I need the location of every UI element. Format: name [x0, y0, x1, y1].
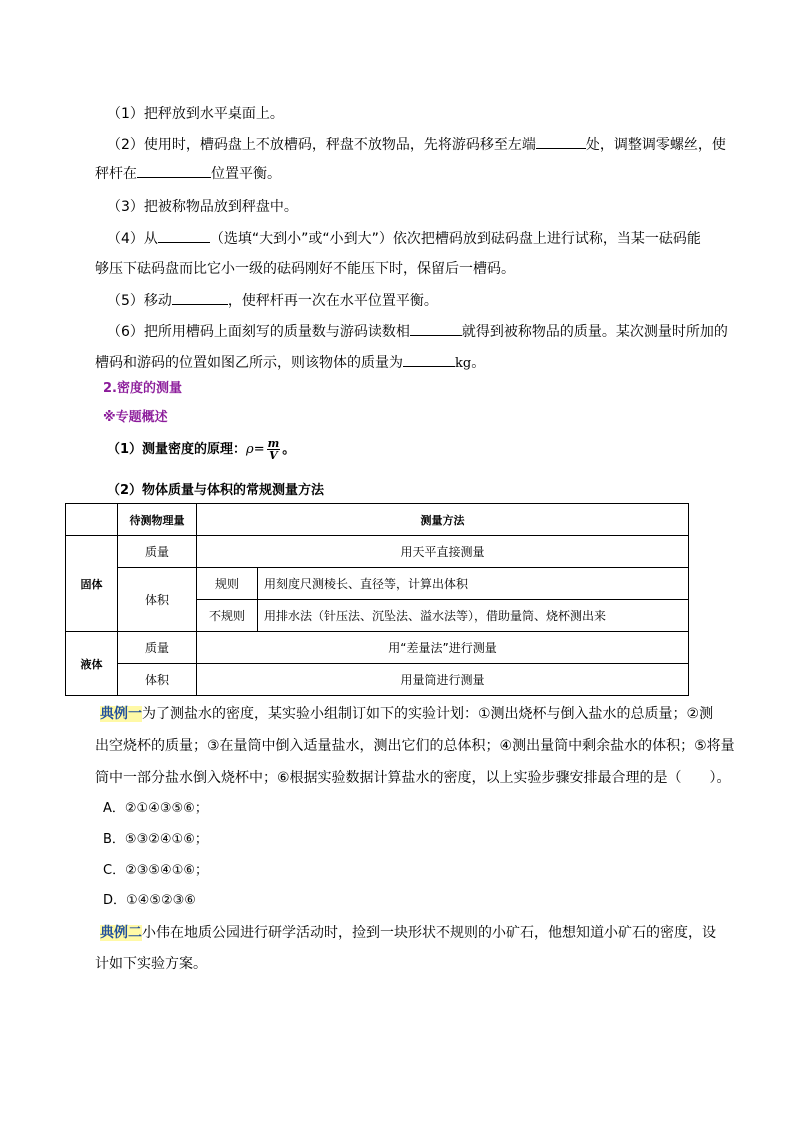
- principle-label: （1）测量密度的原理：: [107, 442, 247, 457]
- choice-a: A．②①④③⑤⑥；: [103, 801, 208, 816]
- step-2-text-c: 秤杆在: [95, 166, 137, 182]
- step-5-text-a: （5）移动: [107, 293, 172, 309]
- step-4-text-a: （4）从: [107, 231, 158, 247]
- table-header-row: [66, 504, 689, 536]
- table-row: [66, 536, 689, 568]
- answer-blank: [158, 229, 210, 243]
- rho-symbol: ρ: [246, 442, 254, 457]
- step-2-text-a: （2）使用时，槽码盘上不放槽码，秤盘不放物品，先将游码移至左端: [107, 137, 536, 153]
- table-cell-method: 用量筒进行测量: [197, 664, 689, 696]
- example-1-line-2: 出空烧杯的质量；③在量筒中倒入适量盐水，测出它们的总体积；④测出量筒中剩余盐水的体积；⑤将量: [95, 738, 735, 754]
- table-cell-volume: 体积: [118, 664, 197, 696]
- example-1-line-1: [100, 703, 713, 723]
- step-2-cont: [95, 163, 281, 183]
- table-cell-method: 用“差量法”进行测量: [197, 632, 689, 664]
- equals-sign: =: [253, 442, 265, 457]
- choice-b: B．⑤③②④①⑥；: [103, 832, 208, 847]
- step-5-text-b: ，使秤杆再一次在水平位置平衡。: [227, 293, 438, 309]
- formula-numerator: m: [267, 437, 280, 450]
- step-2-text-b: 处，调整调零螺丝，使: [585, 137, 726, 153]
- table-cell-mass: 质量: [118, 536, 197, 568]
- answer-blank: [172, 291, 228, 305]
- example-2-label: 典例二: [100, 925, 142, 941]
- table-cell-mass: 质量: [118, 632, 197, 664]
- answer-blank: [410, 322, 462, 336]
- choice-c: C．②③⑤④①⑥；: [103, 863, 209, 878]
- section-overview: ※专题概述: [103, 410, 168, 425]
- step-6-text-c: 槽码和游码的位置如图乙所示，则该物体的质量为: [95, 355, 403, 371]
- table-header-empty: [66, 504, 118, 536]
- step-4: [107, 228, 701, 248]
- example-2-text: 小伟在地质公园进行研学活动时，捡到一块形状不规则的小矿石，他想知道小矿石的密度，设: [142, 925, 716, 941]
- methods-label: （2）物体质量与体积的常规测量方法: [107, 483, 325, 498]
- step-6-end: 。: [471, 355, 486, 371]
- example-1-text: 为了测盐水的密度，某实验小组制订如下的实验计划：①测出烧杯与倒入盐水的总质量；②测: [142, 706, 714, 722]
- step-2-text-d: 位置平衡。: [211, 166, 281, 182]
- table-cell-regular: 规则: [197, 568, 258, 600]
- step-3: （3）把被称物品放到秤盘中。: [107, 199, 298, 215]
- step-2: [107, 134, 726, 154]
- table-header-method: 测量方法: [197, 504, 689, 536]
- formula-denominator: V: [269, 449, 278, 462]
- table-cell-liquid: 液体: [66, 632, 118, 696]
- table-row: [66, 632, 689, 664]
- step-5: [107, 290, 438, 310]
- answer-blank: [536, 135, 586, 149]
- section-title: 2.密度的测量: [103, 381, 182, 396]
- step-6: [107, 321, 728, 341]
- choice-d: D．①④⑤②③⑥: [103, 893, 196, 908]
- density-principle: [107, 438, 295, 461]
- density-formula: [267, 438, 281, 461]
- unit-kg: kg: [455, 356, 472, 371]
- table-cell-method: 用排水法（针压法、沉坠法、溢水法等），借助量筒、烧杯测出来: [258, 600, 689, 632]
- table-cell-method: 用天平直接测量: [197, 536, 689, 568]
- step-6-cont: [95, 352, 485, 372]
- step-6-text-a: （6）把所用槽码上面刻写的质量数与游码读数相: [107, 324, 410, 340]
- example-2-line-1: [100, 922, 716, 942]
- table-cell-volume: 体积: [118, 568, 197, 632]
- table-row: [66, 568, 689, 600]
- step-4-text-b: （选填“大到小”或“小到大”）依次把槽码放到砝码盘上进行试称，当某一砝码能: [209, 231, 701, 247]
- step-6-text-b: 就得到被称物品的质量。某次测量时所加的: [461, 324, 728, 340]
- table-header-quantity: 待测物理量: [118, 504, 197, 536]
- answer-blank: [403, 353, 455, 367]
- example-2-line-2: 计如下实验方案。: [95, 956, 207, 972]
- table-cell-method: 用刻度尺测棱长、直径等，计算出体积: [258, 568, 689, 600]
- principle-end: 。: [282, 442, 296, 457]
- table-cell-solid: 固体: [66, 536, 118, 632]
- table-cell-irregular: 不规则: [197, 600, 258, 632]
- measurement-table: [65, 503, 689, 696]
- example-1-line-3: 筒中一部分盐水倒入烧杯中；⑥根据实验数据计算盐水的密度，以上实验步骤安排最合理的是（ ）。: [95, 770, 731, 786]
- step-1: （1）把秤放到水平桌面上。: [107, 106, 284, 122]
- table-row: [66, 664, 689, 696]
- example-1-label: 典例一: [100, 706, 142, 722]
- step-4-cont: 够压下砝码盘而比它小一级的砝码刚好不能压下时，保留后一槽码。: [95, 261, 515, 277]
- answer-blank: [137, 164, 211, 178]
